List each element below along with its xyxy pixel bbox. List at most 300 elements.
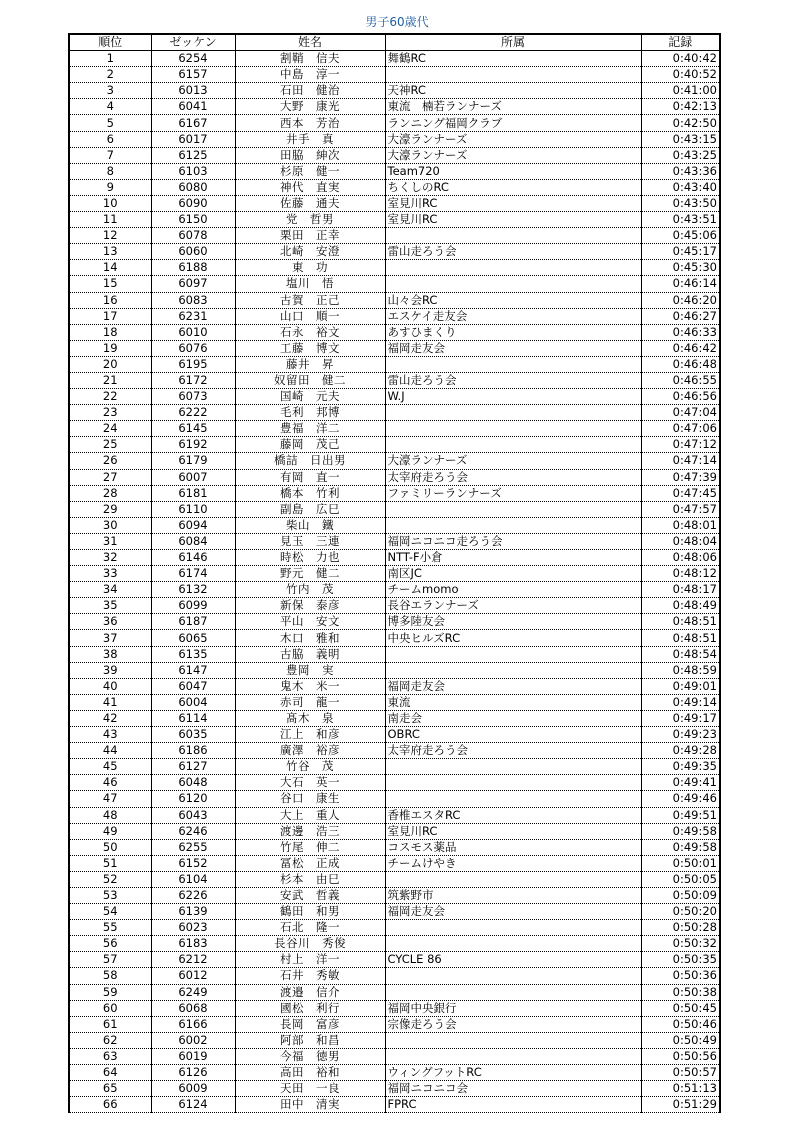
club-cell: 香椎エスタRC <box>385 807 641 823</box>
name-cell: 杉本 由巳 <box>235 871 385 887</box>
rank-cell: 45 <box>69 759 151 775</box>
time-cell: 0:48:51 <box>641 614 720 630</box>
club-cell <box>385 984 641 1000</box>
club-cell <box>385 791 641 807</box>
table-row <box>69 1048 720 1064</box>
time-cell: 0:43:50 <box>641 195 720 211</box>
bib-cell: 6009 <box>151 1081 235 1097</box>
club-cell <box>385 356 641 372</box>
table-row <box>69 807 720 823</box>
name-cell: 古賀 正己 <box>235 292 385 308</box>
table-row <box>69 1081 720 1097</box>
name-cell: 長岡 富彦 <box>235 1016 385 1032</box>
time-cell: 0:43:51 <box>641 212 720 228</box>
header-time: 記録 <box>641 34 720 51</box>
time-cell: 0:45:30 <box>641 260 720 276</box>
club-cell: 南走会 <box>385 710 641 726</box>
name-cell: 石田 健治 <box>235 83 385 99</box>
rank-cell: 36 <box>69 614 151 630</box>
table-row <box>69 759 720 775</box>
table-row <box>69 228 720 244</box>
header-bib: ゼッケン <box>151 34 235 51</box>
name-cell: 高田 裕和 <box>235 1065 385 1081</box>
rank-cell: 2 <box>69 67 151 83</box>
rank-cell: 23 <box>69 405 151 421</box>
time-cell: 0:40:52 <box>641 67 720 83</box>
time-cell: 0:50:01 <box>641 855 720 871</box>
time-cell: 0:48:17 <box>641 582 720 598</box>
time-cell: 0:49:41 <box>641 775 720 791</box>
table-row <box>69 244 720 260</box>
time-cell: 0:46:48 <box>641 356 720 372</box>
name-cell: 豊福 洋二 <box>235 421 385 437</box>
bib-cell: 6083 <box>151 292 235 308</box>
club-cell <box>385 1048 641 1064</box>
bib-cell: 6139 <box>151 904 235 920</box>
time-cell: 0:43:15 <box>641 131 720 147</box>
club-cell: コスモス薬品 <box>385 839 641 855</box>
rank-cell: 41 <box>69 694 151 710</box>
club-cell: 筑紫野市 <box>385 887 641 903</box>
rank-cell: 55 <box>69 920 151 936</box>
bib-cell: 6166 <box>151 1016 235 1032</box>
name-cell: 中島 淳一 <box>235 67 385 83</box>
name-cell: 有岡 直一 <box>235 469 385 485</box>
bib-cell: 6004 <box>151 694 235 710</box>
bib-cell: 6013 <box>151 83 235 99</box>
name-cell: 柴山 鐵 <box>235 517 385 533</box>
name-cell: 藤岡 茂己 <box>235 437 385 453</box>
bib-cell: 6135 <box>151 646 235 662</box>
name-cell: 木口 雅和 <box>235 630 385 646</box>
time-cell: 0:50:57 <box>641 1065 720 1081</box>
bib-cell: 6183 <box>151 936 235 952</box>
rank-cell: 1 <box>69 51 151 67</box>
bib-cell: 6172 <box>151 372 235 388</box>
time-cell: 0:48:54 <box>641 646 720 662</box>
rank-cell: 35 <box>69 598 151 614</box>
rank-cell: 60 <box>69 1000 151 1016</box>
name-cell: 冨松 正成 <box>235 855 385 871</box>
rank-cell: 6 <box>69 131 151 147</box>
table-row <box>69 356 720 372</box>
time-cell: 0:47:12 <box>641 437 720 453</box>
name-cell: 党 哲男 <box>235 212 385 228</box>
club-cell <box>385 1032 641 1048</box>
time-cell: 0:43:40 <box>641 179 720 195</box>
bib-cell: 6043 <box>151 807 235 823</box>
club-cell: 大濠ランナーズ <box>385 131 641 147</box>
club-cell <box>385 228 641 244</box>
bib-cell: 6222 <box>151 405 235 421</box>
club-cell: 長谷エランナーズ <box>385 598 641 614</box>
bib-cell: 6146 <box>151 550 235 566</box>
club-cell: あすひまくり <box>385 324 641 340</box>
rank-cell: 43 <box>69 727 151 743</box>
rank-cell: 14 <box>69 260 151 276</box>
bib-cell: 6099 <box>151 598 235 614</box>
table-row <box>69 67 720 83</box>
rank-cell: 12 <box>69 228 151 244</box>
club-cell <box>385 662 641 678</box>
time-cell: 0:47:14 <box>641 453 720 469</box>
bib-cell: 6127 <box>151 759 235 775</box>
time-cell: 0:46:33 <box>641 324 720 340</box>
name-cell: 天田 一良 <box>235 1081 385 1097</box>
bib-cell: 6068 <box>151 1000 235 1016</box>
time-cell: 0:48:06 <box>641 550 720 566</box>
name-cell: 平山 安文 <box>235 614 385 630</box>
time-cell: 0:48:49 <box>641 598 720 614</box>
table-row <box>69 340 720 356</box>
bib-cell: 6110 <box>151 501 235 517</box>
rank-cell: 34 <box>69 582 151 598</box>
club-cell: OBRC <box>385 727 641 743</box>
name-cell: 石永 裕文 <box>235 324 385 340</box>
name-cell: 見玉 三連 <box>235 533 385 549</box>
name-cell: 渡邉 信介 <box>235 984 385 1000</box>
club-cell: 室見川RC <box>385 823 641 839</box>
club-cell: ランニング福岡クラブ <box>385 115 641 131</box>
club-cell <box>385 759 641 775</box>
rank-cell: 11 <box>69 212 151 228</box>
header-rank: 順位 <box>69 34 151 51</box>
rank-cell: 53 <box>69 887 151 903</box>
club-cell: 雷山走ろう会 <box>385 372 641 388</box>
club-cell <box>385 871 641 887</box>
rank-cell: 47 <box>69 791 151 807</box>
time-cell: 0:47:04 <box>641 405 720 421</box>
club-cell <box>385 936 641 952</box>
table-row <box>69 1032 720 1048</box>
time-cell: 0:46:27 <box>641 308 720 324</box>
club-cell <box>385 437 641 453</box>
rank-cell: 32 <box>69 550 151 566</box>
rank-cell: 56 <box>69 936 151 952</box>
table-row <box>69 51 720 67</box>
name-cell: 橋詰 日出男 <box>235 453 385 469</box>
bib-cell: 6145 <box>151 421 235 437</box>
bib-cell: 6167 <box>151 115 235 131</box>
bib-cell: 6060 <box>151 244 235 260</box>
table-row <box>69 984 720 1000</box>
time-cell: 0:49:23 <box>641 727 720 743</box>
name-cell: 大石 英一 <box>235 775 385 791</box>
club-cell: 福岡走友会 <box>385 904 641 920</box>
club-cell: CYCLE 86 <box>385 952 641 968</box>
name-cell: 竹内 茂 <box>235 582 385 598</box>
club-cell <box>385 67 641 83</box>
table-row <box>69 1097 720 1113</box>
table-row <box>69 501 720 517</box>
bib-cell: 6094 <box>151 517 235 533</box>
time-cell: 0:49:28 <box>641 743 720 759</box>
rank-cell: 48 <box>69 807 151 823</box>
bib-cell: 6231 <box>151 308 235 324</box>
table-row <box>69 550 720 566</box>
name-cell: 国崎 元夫 <box>235 389 385 405</box>
club-cell: 大濠ランナーズ <box>385 453 641 469</box>
table-row <box>69 1065 720 1081</box>
name-cell: 田中 清実 <box>235 1097 385 1113</box>
name-cell: 佐藤 通夫 <box>235 195 385 211</box>
club-cell: 太宰府走ろう会 <box>385 743 641 759</box>
name-cell: 大上 重人 <box>235 807 385 823</box>
rank-cell: 31 <box>69 533 151 549</box>
header-name: 姓名 <box>235 34 385 51</box>
rank-cell: 44 <box>69 743 151 759</box>
time-cell: 0:48:51 <box>641 630 720 646</box>
rank-cell: 21 <box>69 372 151 388</box>
club-cell <box>385 276 641 292</box>
name-cell: 毛利 邦博 <box>235 405 385 421</box>
table-row <box>69 566 720 582</box>
name-cell: 鬼木 米一 <box>235 678 385 694</box>
bib-cell: 6152 <box>151 855 235 871</box>
time-cell: 0:46:14 <box>641 276 720 292</box>
table-row <box>69 83 720 99</box>
bib-cell: 6179 <box>151 453 235 469</box>
table-row <box>69 823 720 839</box>
bib-cell: 6041 <box>151 99 235 115</box>
club-cell: 舞鶴RC <box>385 51 641 67</box>
bib-cell: 6007 <box>151 469 235 485</box>
bib-cell: 6073 <box>151 389 235 405</box>
table-row <box>69 405 720 421</box>
club-cell: 福岡中央銀行 <box>385 1000 641 1016</box>
name-cell: 塩川 悟 <box>235 276 385 292</box>
rank-cell: 27 <box>69 469 151 485</box>
time-cell: 0:48:59 <box>641 662 720 678</box>
rank-cell: 38 <box>69 646 151 662</box>
time-cell: 0:50:56 <box>641 1048 720 1064</box>
table-row <box>69 871 720 887</box>
table-row <box>69 260 720 276</box>
bib-cell: 6076 <box>151 340 235 356</box>
rank-cell: 25 <box>69 437 151 453</box>
bib-cell: 6226 <box>151 887 235 903</box>
table-row <box>69 533 720 549</box>
club-cell: 山々会RC <box>385 292 641 308</box>
time-cell: 0:50:28 <box>641 920 720 936</box>
club-cell: 雷山走ろう会 <box>385 244 641 260</box>
rank-cell: 62 <box>69 1032 151 1048</box>
bib-cell: 6104 <box>151 871 235 887</box>
table-row <box>69 99 720 115</box>
rank-cell: 37 <box>69 630 151 646</box>
table-row <box>69 1016 720 1032</box>
rank-cell: 59 <box>69 984 151 1000</box>
club-cell: ちくしのRC <box>385 179 641 195</box>
club-cell: 福岡走友会 <box>385 340 641 356</box>
time-cell: 0:47:39 <box>641 469 720 485</box>
name-cell: 大野 康光 <box>235 99 385 115</box>
time-cell: 0:50:09 <box>641 887 720 903</box>
name-cell: 長谷川 秀俊 <box>235 936 385 952</box>
table-row <box>69 839 720 855</box>
club-cell: 東流 <box>385 694 641 710</box>
bib-cell: 6048 <box>151 775 235 791</box>
time-cell: 0:45:17 <box>641 244 720 260</box>
bib-cell: 6255 <box>151 839 235 855</box>
table-row <box>69 195 720 211</box>
bib-cell: 6147 <box>151 662 235 678</box>
bib-cell: 6078 <box>151 228 235 244</box>
bib-cell: 6150 <box>151 212 235 228</box>
rank-cell: 29 <box>69 501 151 517</box>
header-club: 所属 <box>385 34 641 51</box>
club-cell <box>385 405 641 421</box>
time-cell: 0:49:51 <box>641 807 720 823</box>
rank-cell: 54 <box>69 904 151 920</box>
time-cell: 0:49:14 <box>641 694 720 710</box>
table-row <box>69 1000 720 1016</box>
name-cell: 村上 洋一 <box>235 952 385 968</box>
rank-cell: 63 <box>69 1048 151 1064</box>
rank-cell: 61 <box>69 1016 151 1032</box>
club-cell: 太宰府走ろう会 <box>385 469 641 485</box>
table-row <box>69 968 720 984</box>
table-row <box>69 646 720 662</box>
name-cell: 石北 隆一 <box>235 920 385 936</box>
name-cell: 石井 秀敏 <box>235 968 385 984</box>
time-cell: 0:47:57 <box>641 501 720 517</box>
rank-cell: 7 <box>69 147 151 163</box>
table-row <box>69 904 720 920</box>
time-cell: 0:43:36 <box>641 163 720 179</box>
club-cell <box>385 501 641 517</box>
bib-cell: 6017 <box>151 131 235 147</box>
bib-cell: 6125 <box>151 147 235 163</box>
rank-cell: 18 <box>69 324 151 340</box>
time-cell: 0:42:13 <box>641 99 720 115</box>
name-cell: 竹尾 伸二 <box>235 839 385 855</box>
club-cell <box>385 421 641 437</box>
rank-cell: 9 <box>69 179 151 195</box>
table-row <box>69 920 720 936</box>
name-cell: 西本 芳治 <box>235 115 385 131</box>
time-cell: 0:49:35 <box>641 759 720 775</box>
club-cell: W.J <box>385 389 641 405</box>
rank-cell: 33 <box>69 566 151 582</box>
name-cell: 藤井 昇 <box>235 356 385 372</box>
table-row <box>69 163 720 179</box>
name-cell: 髙木 泉 <box>235 710 385 726</box>
time-cell: 0:42:50 <box>641 115 720 131</box>
name-cell: 廣澤 裕彦 <box>235 743 385 759</box>
time-cell: 0:50:45 <box>641 1000 720 1016</box>
time-cell: 0:48:12 <box>641 566 720 582</box>
club-cell: 室見川RC <box>385 195 641 211</box>
club-cell <box>385 968 641 984</box>
name-cell: 國松 利行 <box>235 1000 385 1016</box>
table-row <box>69 727 720 743</box>
name-cell: 赤司 龍一 <box>235 694 385 710</box>
rank-cell: 10 <box>69 195 151 211</box>
table-row <box>69 372 720 388</box>
table-row <box>69 131 720 147</box>
club-cell: 南区JC <box>385 566 641 582</box>
rank-cell: 39 <box>69 662 151 678</box>
club-cell: 博多陸友会 <box>385 614 641 630</box>
table-row <box>69 115 720 131</box>
name-cell: 山口 順一 <box>235 308 385 324</box>
time-cell: 0:48:04 <box>641 533 720 549</box>
name-cell: 橋本 竹利 <box>235 485 385 501</box>
rank-cell: 8 <box>69 163 151 179</box>
club-cell: 福岡ニコニコ会 <box>385 1081 641 1097</box>
time-cell: 0:46:56 <box>641 389 720 405</box>
name-cell: 江上 和彦 <box>235 727 385 743</box>
table-row <box>69 324 720 340</box>
time-cell: 0:41:00 <box>641 83 720 99</box>
rank-cell: 57 <box>69 952 151 968</box>
rank-cell: 22 <box>69 389 151 405</box>
name-cell: 阿部 和昌 <box>235 1032 385 1048</box>
bib-cell: 6249 <box>151 984 235 1000</box>
name-cell: 杉原 健一 <box>235 163 385 179</box>
time-cell: 0:50:20 <box>641 904 720 920</box>
bib-cell: 6195 <box>151 356 235 372</box>
rank-cell: 5 <box>69 115 151 131</box>
time-cell: 0:50:32 <box>641 936 720 952</box>
name-cell: 北崎 安澄 <box>235 244 385 260</box>
rank-cell: 24 <box>69 421 151 437</box>
bib-cell: 6187 <box>151 614 235 630</box>
time-cell: 0:45:06 <box>641 228 720 244</box>
table-row <box>69 952 720 968</box>
time-cell: 0:49:01 <box>641 678 720 694</box>
results-body <box>69 51 720 1113</box>
bib-cell: 6126 <box>151 1065 235 1081</box>
table-row <box>69 775 720 791</box>
rank-cell: 19 <box>69 340 151 356</box>
rank-cell: 17 <box>69 308 151 324</box>
time-cell: 0:50:05 <box>641 871 720 887</box>
name-cell: 奴留田 健二 <box>235 372 385 388</box>
rank-cell: 40 <box>69 678 151 694</box>
table-row <box>69 678 720 694</box>
time-cell: 0:40:42 <box>641 51 720 67</box>
rank-cell: 64 <box>69 1065 151 1081</box>
time-cell: 0:47:45 <box>641 485 720 501</box>
name-cell: 豊岡 実 <box>235 662 385 678</box>
rank-cell: 66 <box>69 1097 151 1113</box>
bib-cell: 6084 <box>151 533 235 549</box>
bib-cell: 6065 <box>151 630 235 646</box>
club-cell: エスケイ走友会 <box>385 308 641 324</box>
time-cell: 0:49:58 <box>641 823 720 839</box>
club-cell: 天神RC <box>385 83 641 99</box>
bib-cell: 6212 <box>151 952 235 968</box>
table-row <box>69 582 720 598</box>
name-cell: 谷口 康生 <box>235 791 385 807</box>
rank-cell: 16 <box>69 292 151 308</box>
club-cell: ファミリーランナーズ <box>385 485 641 501</box>
club-cell: ウィングフットRC <box>385 1065 641 1081</box>
bib-cell: 6035 <box>151 727 235 743</box>
rank-cell: 30 <box>69 517 151 533</box>
rank-cell: 3 <box>69 83 151 99</box>
table-row <box>69 694 720 710</box>
time-cell: 0:49:46 <box>641 791 720 807</box>
rank-cell: 51 <box>69 855 151 871</box>
time-cell: 0:46:55 <box>641 372 720 388</box>
name-cell: 渡邊 浩三 <box>235 823 385 839</box>
name-cell: 副島 広巳 <box>235 501 385 517</box>
name-cell: 東 功 <box>235 260 385 276</box>
table-row <box>69 743 720 759</box>
